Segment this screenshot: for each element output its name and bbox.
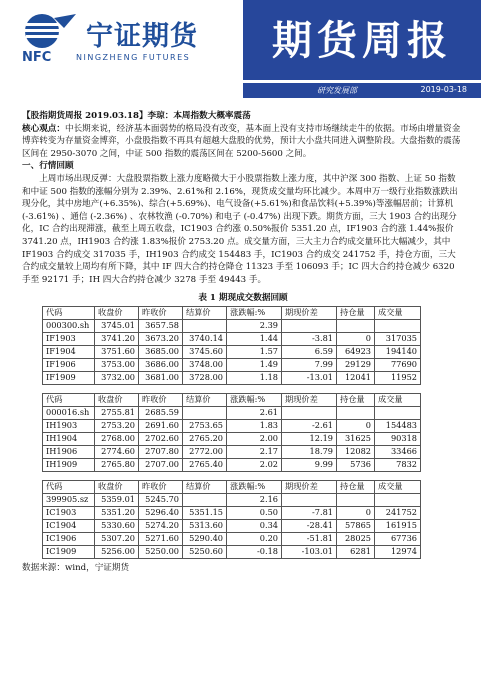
table-cell: 0.50: [227, 506, 282, 519]
table-cell: 194140: [375, 345, 421, 358]
table-cell: 12974: [375, 545, 421, 558]
table-cell: 77690: [375, 358, 421, 371]
logo-chinese-name: 宁证期货: [86, 21, 198, 52]
table-cell: 11952: [375, 371, 421, 384]
table-row: [43, 332, 421, 345]
table-cell: IC1903: [43, 506, 95, 519]
logo-english-name: NINGZHENG FUTURES: [76, 53, 191, 62]
table-cell: 5274.20: [139, 519, 183, 532]
table-row: [43, 506, 421, 519]
table-cell: -51.81: [282, 532, 337, 545]
table-cell: 0.20: [227, 532, 282, 545]
table-cell: 3732.00: [95, 371, 139, 384]
table-cell: 5256.00: [95, 545, 139, 558]
table-cell: 7832: [375, 458, 421, 471]
table-cell: [337, 493, 375, 506]
table-cell: [375, 406, 421, 419]
data-source: 数据来源：wind，宁证期货: [22, 562, 130, 573]
table-cell: [337, 319, 375, 332]
table-cell: 2768.00: [95, 432, 139, 445]
table-cell: 3745.01: [95, 319, 139, 332]
table-group-spacer: [43, 471, 421, 480]
table-cell: 5271.60: [139, 532, 183, 545]
table-cell: 3673.20: [139, 332, 183, 345]
table-cell: 67736: [375, 532, 421, 545]
column-header: 昨收价: [139, 306, 183, 319]
table-cell: 5290.40: [183, 532, 227, 545]
table-cell: 12041: [337, 371, 375, 384]
column-header: 期现价差: [282, 480, 337, 493]
table-row: [43, 458, 421, 471]
table-cell: 000016.sh: [43, 406, 95, 419]
table-cell: 12082: [337, 445, 375, 458]
column-header: 成交量: [375, 480, 421, 493]
column-header: 昨收价: [139, 393, 183, 406]
company-logo: [20, 8, 210, 68]
table-cell: 1.44: [227, 332, 282, 345]
table-cell: 0.34: [227, 519, 282, 532]
futures-spot-table: [42, 306, 421, 559]
table-cell: [337, 406, 375, 419]
table-cell: -3.81: [282, 332, 337, 345]
column-header: 收盘价: [95, 480, 139, 493]
table-cell: 2.02: [227, 458, 282, 471]
report-title: 期货周报: [272, 18, 452, 64]
table-cell: IF1903: [43, 332, 95, 345]
table-cell: [282, 406, 337, 419]
table-cell: 64923: [337, 345, 375, 358]
table-cell: [183, 406, 227, 419]
column-header: 收盘价: [95, 393, 139, 406]
table-cell: 2.61: [227, 406, 282, 419]
table-cell: 3740.14: [183, 332, 227, 345]
table-cell: 3745.60: [183, 345, 227, 358]
column-header: 涨跌幅:%: [227, 480, 282, 493]
table-cell: 5736: [337, 458, 375, 471]
table-header-row: [43, 480, 421, 493]
table-row: [43, 532, 421, 545]
table-cell: -2.61: [282, 419, 337, 432]
table-row: [43, 406, 421, 419]
table-cell: 5250.00: [139, 545, 183, 558]
table-cell: -28.41: [282, 519, 337, 532]
table-header-row: [43, 393, 421, 406]
table-cell: 31625: [337, 432, 375, 445]
table-cell: 33466: [375, 445, 421, 458]
table-cell: 5250.60: [183, 545, 227, 558]
table-cell: [282, 493, 337, 506]
table-cell: -0.18: [227, 545, 282, 558]
table-cell: 5245.70: [139, 493, 183, 506]
table-cell: IC1906: [43, 532, 95, 545]
table-cell: 6.59: [282, 345, 337, 358]
department-label: 研究发展部: [317, 86, 357, 95]
table-cell: IH1909: [43, 458, 95, 471]
table-cell: 2.39: [227, 319, 282, 332]
table-cell: -7.81: [282, 506, 337, 519]
table-cell: 399905.sz: [43, 493, 95, 506]
table-cell: 2.00: [227, 432, 282, 445]
table-cell: 90318: [375, 432, 421, 445]
table-cell: 5351.20: [95, 506, 139, 519]
table-cell: 2691.60: [139, 419, 183, 432]
table-cell: 0: [337, 332, 375, 345]
table-cell: IC1909: [43, 545, 95, 558]
table-group-spacer: [43, 384, 421, 393]
table-cell: 3728.00: [183, 371, 227, 384]
table-header-row: [43, 306, 421, 319]
table-cell: [375, 493, 421, 506]
column-header: 结算价: [183, 393, 227, 406]
column-header: 代码: [43, 480, 95, 493]
column-header: 涨跌幅:%: [227, 393, 282, 406]
table-row: [43, 419, 421, 432]
table-cell: 3681.00: [139, 371, 183, 384]
table-cell: 5330.60: [95, 519, 139, 532]
table-cell: IF1906: [43, 358, 95, 371]
table-cell: 3753.00: [95, 358, 139, 371]
table-cell: 12.19: [282, 432, 337, 445]
table-cell: 2765.80: [95, 458, 139, 471]
table-cell: IH1904: [43, 432, 95, 445]
table-cell: 2774.60: [95, 445, 139, 458]
table-cell: 241752: [375, 506, 421, 519]
table-cell: 5313.60: [183, 519, 227, 532]
table-cell: 1.18: [227, 371, 282, 384]
table-cell: 3657.58: [139, 319, 183, 332]
column-header: 持仓量: [337, 306, 375, 319]
table-cell: -103.01: [282, 545, 337, 558]
table-cell: 0: [337, 419, 375, 432]
table-row: [43, 371, 421, 384]
column-header: 结算价: [183, 480, 227, 493]
column-header: 持仓量: [337, 393, 375, 406]
table-cell: 2702.60: [139, 432, 183, 445]
table-cell: 2753.65: [183, 419, 227, 432]
table-row: [43, 493, 421, 506]
table-cell: 1.83: [227, 419, 282, 432]
table-cell: 2765.40: [183, 458, 227, 471]
table-cell: 29129: [337, 358, 375, 371]
table-cell: 5359.01: [95, 493, 139, 506]
table-cell: 5296.40: [139, 506, 183, 519]
report-header: [0, 0, 481, 100]
table-cell: 57865: [337, 519, 375, 532]
column-header: 收盘价: [95, 306, 139, 319]
table-cell: IC1904: [43, 519, 95, 532]
core-view: [22, 123, 464, 161]
table-cell: 2765.20: [183, 432, 227, 445]
table-cell: 2685.59: [139, 406, 183, 419]
column-header: 成交量: [375, 393, 421, 406]
table-cell: 3686.00: [139, 358, 183, 371]
column-header: 持仓量: [337, 480, 375, 493]
column-header: 代码: [43, 393, 95, 406]
column-header: 期现价差: [282, 306, 337, 319]
table-row: [43, 358, 421, 371]
table-cell: IH1903: [43, 419, 95, 432]
column-header: 期现价差: [282, 393, 337, 406]
table-cell: 9.99: [282, 458, 337, 471]
table-cell: [183, 493, 227, 506]
table-cell: 3685.00: [139, 345, 183, 358]
headline: 【股指期货周报 2019.03.18】李琼：本周指数大概率震荡: [22, 111, 251, 121]
column-header: 成交量: [375, 306, 421, 319]
table-cell: 154483: [375, 419, 421, 432]
table-cell: 1.57: [227, 345, 282, 358]
department-date-bar: [243, 83, 481, 98]
market-review-paragraph: 上周市场出现反弹：大盘股票指数上涨力度略微大于小股票指数上涨力度，其中沪深 300 指数、上证 50 指数和中证 500 指数的涨幅分别为 2.39%、2.61%和 2.16%，现货成交量均环比减少。本周申万一级行业指数涨跌出现分化，其中房地产(+6.35%)、综合(+5.69%)、电气设备(+5.61%)和食品饮料(+5.39%)等涨幅居前；计算机 (-3.61%) 、通信 (-2.36%) 、农林牧渔 (-0.70%) 和电子 (-0.47%) 出现下跌。期货方面，三大 1903 合约出现分化，IC 合约出现滞涨，截至上周五收盘，IC1903 合约涨 0.50%报价 5351.20 点，IF1903 合约涨 1.44%报价 3741.20 点，IH1903 合约涨 1.83%报价 2753.20 点。成交量方面，三大主力合约成交量环比大幅减少，其中 IF1903 合约成交 317035 手，IH1903 合约成交 154483 手，IC1903 合约成交 241752 手，持仓方面，三大合约成交量较上周均有所下降，其中 IF 四大合约持仓降仓 11323 手至 106093 手；IC 四大合约持仓减少 6320 手至 92171 手；IH 四大合约持仓减少 3278 手至 49443 手。: [22, 173, 458, 285]
table-cell: [375, 319, 421, 332]
table-cell: 2.16: [227, 493, 282, 506]
column-header: 涨跌幅:%: [227, 306, 282, 319]
table-row: [43, 345, 421, 358]
column-header: 昨收价: [139, 480, 183, 493]
table-cell: 18.79: [282, 445, 337, 458]
table-title: 表 1 期现成交数据回顾: [198, 293, 288, 304]
table-cell: [282, 319, 337, 332]
report-body: [22, 110, 464, 575]
nfc-logo-icon: [20, 12, 80, 50]
table-cell: 2772.00: [183, 445, 227, 458]
table-cell: 317035: [375, 332, 421, 345]
table-cell: IF1909: [43, 371, 95, 384]
core-view-label: 核心观点：: [22, 123, 65, 134]
table-cell: 28025: [337, 532, 375, 545]
section-heading: 一、行情回顾: [22, 161, 74, 172]
column-header: 结算价: [183, 306, 227, 319]
table-cell: 161915: [375, 519, 421, 532]
table-cell: 2707.80: [139, 445, 183, 458]
table-cell: IF1904: [43, 345, 95, 358]
table-cell: 1.49: [227, 358, 282, 371]
table-cell: 7.99: [282, 358, 337, 371]
table-cell: [183, 319, 227, 332]
table-cell: 2707.00: [139, 458, 183, 471]
table-cell: 3751.60: [95, 345, 139, 358]
table-cell: 3741.20: [95, 332, 139, 345]
table-cell: -13.01: [282, 371, 337, 384]
table-cell: 0: [337, 506, 375, 519]
table-row: [43, 519, 421, 532]
table-cell: 3748.00: [183, 358, 227, 371]
table-cell: 2.17: [227, 445, 282, 458]
logo-abbreviation: NFC: [22, 50, 52, 65]
table-row: [43, 445, 421, 458]
table-row: [43, 319, 421, 332]
table-cell: 2755.81: [95, 406, 139, 419]
table-row: [43, 545, 421, 558]
core-view-text: 中长期来说，经济基本面弱势的格局没有改变，基本面上没有支持市场继续走牛的依据。市场由增量资金博弈转变为存量资金博弈，小盘股指数不再具有超越大盘股的优势，预计大小盘共同进入调整阶段。大盘指数的震荡区间在 2950-3070 之间，中证 500 指数的震荡区间在 5200-5600 之间。: [22, 123, 461, 159]
table-row: [43, 432, 421, 445]
table-cell: 6281: [337, 545, 375, 558]
report-date: 2019-03-18: [420, 85, 467, 94]
table-cell: 5351.15: [183, 506, 227, 519]
table-cell: 5307.20: [95, 532, 139, 545]
table-cell: 000300.sh: [43, 319, 95, 332]
table-cell: IH1906: [43, 445, 95, 458]
report-title-banner: [243, 0, 481, 80]
table-cell: 2753.20: [95, 419, 139, 432]
column-header: 代码: [43, 306, 95, 319]
